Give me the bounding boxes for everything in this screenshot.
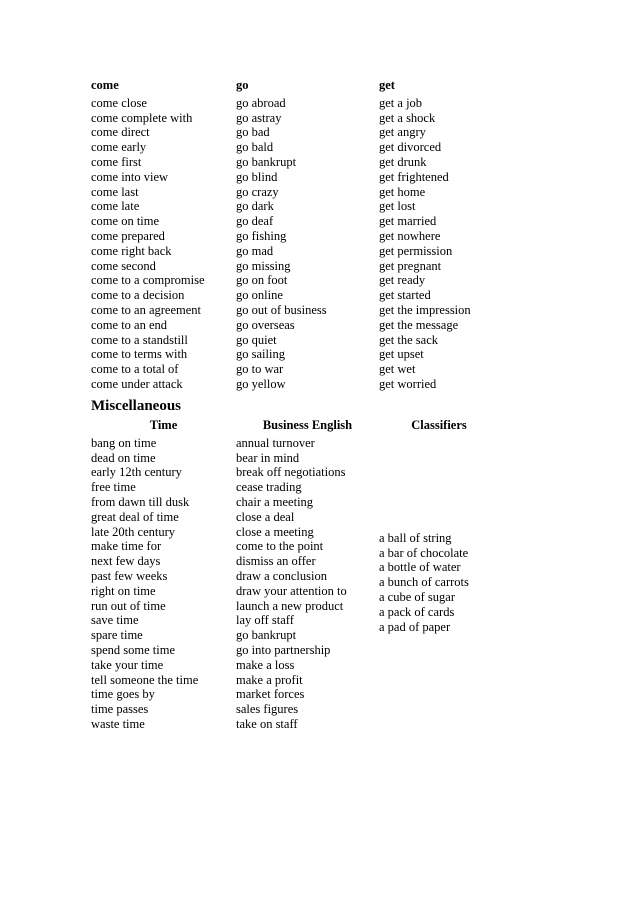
list-item: save time [91,613,139,628]
list-item: come into view [91,169,169,184]
list-item: come early [91,140,147,155]
list-item: get drunk [379,154,427,169]
list-item: go to war [236,362,284,377]
classifiers-column [379,436,499,732]
list-item: get nowhere [379,228,441,243]
list-item: go astray [236,110,282,125]
list-item: late 20th century [91,524,175,539]
list-item: come late [91,199,140,214]
list-item: make a profit [236,672,303,687]
list-item: next few days [91,554,161,569]
col-header-go: go [236,78,249,92]
list-item: get ready [379,273,426,288]
list-item: chair a meeting [236,494,314,509]
list-item: go bad [236,125,270,140]
list-item: market forces [236,687,305,702]
list-item: come to a compromise [91,273,205,288]
misc-table [91,418,499,732]
time-column [91,436,236,732]
list-item: go dark [236,199,274,214]
list-item: get frightened [379,169,449,184]
collocations-table [91,78,499,392]
list-item: free time [91,480,136,495]
list-item: get lost [379,199,416,214]
list-item: go yellow [236,376,286,391]
list-item: come to a total of [91,362,179,377]
list-item: come to a standstill [91,332,188,347]
list-item: get permission [379,243,453,258]
list-item: come on time [91,214,160,229]
list-item: spend some time [91,642,176,657]
list-item: past few weeks [91,568,168,583]
list-item: take your time [91,657,164,672]
list-item: come to a decision [91,288,185,303]
list-item: waste time [91,716,145,731]
col-header-time: Time [149,418,178,432]
list-item: get upset [379,347,424,362]
list-item: get started [379,288,431,303]
list-item: come direct [91,125,150,140]
list-item: draw your attention to [236,583,347,598]
list-item: come second [91,258,156,273]
list-item: come to the point [236,539,324,554]
list-item: get home [379,184,426,199]
list-item: get the message [379,317,459,332]
list-item: draw a conclusion [236,568,327,583]
list-item: sales figures [236,702,299,717]
list-item: run out of time [91,598,166,613]
section-title: Miscellaneous [91,398,181,414]
list-item: time passes [91,702,149,717]
list-item: come first [91,154,142,169]
list-item: come prepared [91,228,165,243]
list-item: come last [91,184,139,199]
list-item: come right back [91,243,172,258]
list-item: close a meeting [236,524,314,539]
list-item: get pregnant [379,258,442,273]
col-header-classifiers: Classifiers [411,418,467,432]
list-item: take on staff [236,716,298,731]
list-item: launch a new product [236,598,344,613]
list-item: get angry [379,125,426,140]
col-header-business: Business English [262,418,353,432]
list-item: a cube of sugar [379,589,456,604]
list-item: come to an agreement [91,302,202,317]
list-item: a bottle of water [379,560,461,575]
list-item: right on time [91,583,156,598]
list-item: annual turnover [236,435,315,450]
list-item: go mad [236,243,274,258]
list-item: go abroad [236,95,286,110]
list-item: great deal of time [91,509,179,524]
list-item: go blind [236,169,278,184]
list-item: make time for [91,539,162,554]
list-item: go bald [236,140,274,155]
list-item: break off negotiations [236,465,346,480]
list-item: cease trading [236,480,302,495]
list-item: get a job [379,95,423,110]
business-column [236,436,379,732]
list-item: go online [236,288,283,303]
list-item: go into partnership [236,642,331,657]
list-item: early 12th century [91,465,182,480]
list-item: go on foot [236,273,288,288]
list-item: from dawn till dusk [91,494,190,509]
list-item: go sailing [236,347,285,362]
list-item: a bunch of carrots [379,575,469,590]
list-item: get wet [379,362,416,377]
go-column [236,96,379,392]
come-column [91,96,236,392]
list-item: dismiss an offer [236,554,316,569]
list-item: a pack of cards [379,604,455,619]
list-item: make a loss [236,657,295,672]
list-item: go overseas [236,317,295,332]
list-item: get worried [379,376,437,391]
list-item: go out of business [236,302,327,317]
list-item: dead on time [91,450,156,465]
list-item: get divorced [379,140,442,155]
list-item: close a deal [236,509,295,524]
list-item: come close [91,95,147,110]
list-item: a ball of string [379,530,452,545]
list-item: get a shock [379,110,436,125]
list-item: bear in mind [236,450,300,465]
get-column [379,96,499,392]
list-item: lay off staff [236,613,294,628]
list-item: come to terms with [91,347,188,362]
list-item: go fishing [236,228,287,243]
col-header-get: get [379,78,395,92]
list-item: spare time [91,628,143,643]
list-item: a bar of chocolate [379,545,469,560]
list-item: go quiet [236,332,277,347]
list-item: come complete with [91,110,193,125]
list-item: go bankrupt [236,628,297,643]
list-item: come to an end [91,317,168,332]
list-item: tell someone the time [91,672,199,687]
list-item: go crazy [236,184,279,199]
list-item: get the sack [379,332,439,347]
list-item: a pad of paper [379,619,451,634]
col-header-come: come [91,78,119,92]
list-item: go missing [236,258,291,273]
list-item: get married [379,214,437,229]
list-item: go bankrupt [236,154,297,169]
list-item: time goes by [91,687,155,702]
list-item: go deaf [236,214,274,229]
list-item: bang on time [91,435,157,450]
list-item: come under attack [91,376,183,391]
list-item: get the impression [379,302,471,317]
